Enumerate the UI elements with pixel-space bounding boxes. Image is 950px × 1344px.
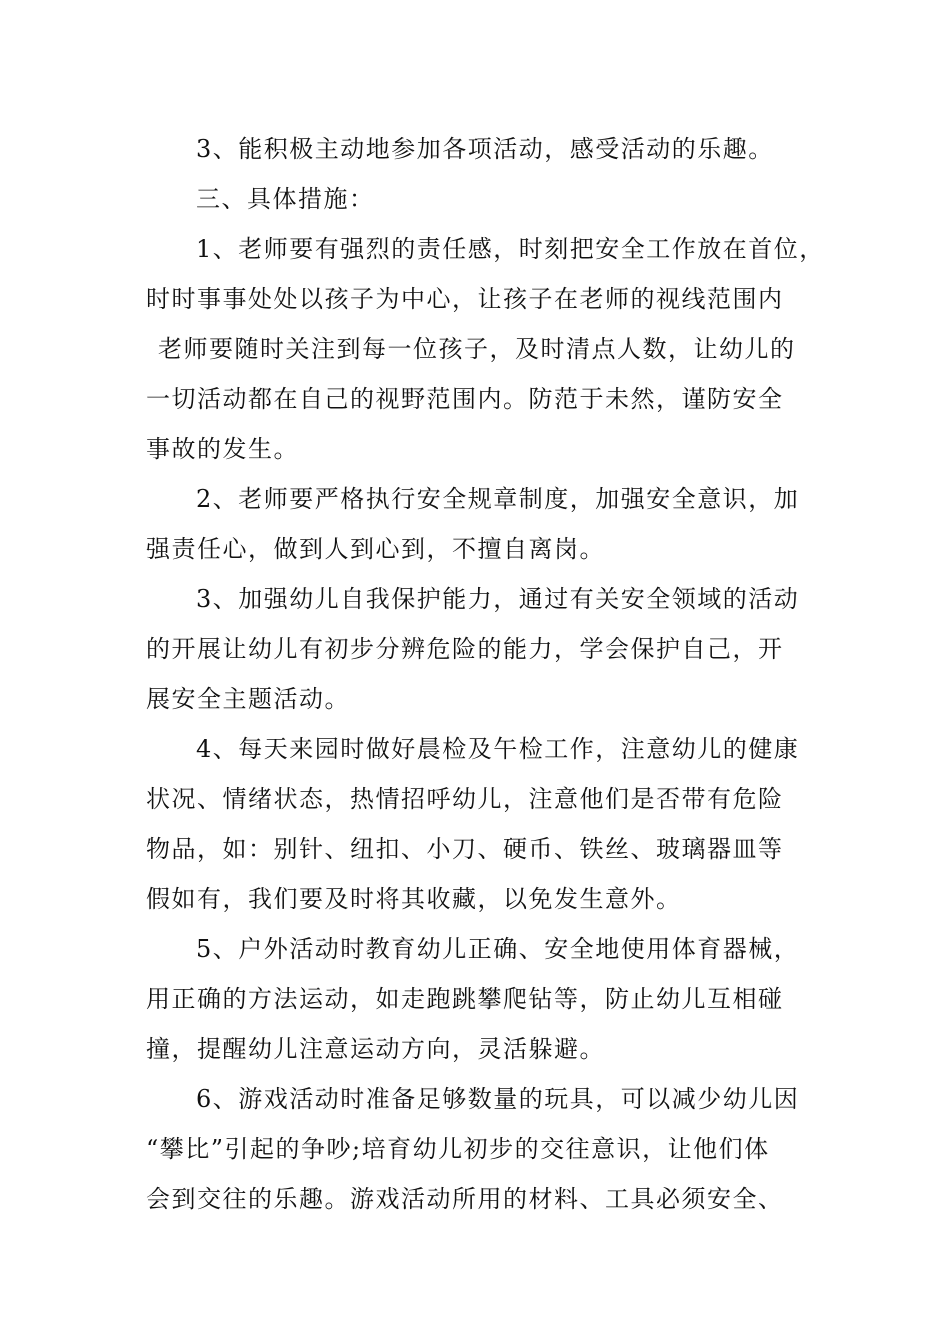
text-line: 3、加强幼儿自我保护能力，通过有关安全领域的活动 bbox=[196, 585, 800, 613]
section-heading: 三、具体措施： bbox=[196, 185, 375, 213]
text-line: 会到交往的乐趣。游戏活动所用的材料、工具必须安全、 bbox=[146, 1185, 784, 1213]
text-line: 强责任心，做到人到心到，不擅自离岗。 bbox=[146, 535, 605, 563]
text-line: 老师要随时关注到每一位孩子，及时清点人数，让幼儿的 bbox=[158, 335, 796, 363]
text-line: 2、老师要严格执行安全规章制度，加强安全意识，加 bbox=[196, 485, 800, 513]
text-line: 1、老师要有强烈的责任感，时刻把安全工作放在首位， bbox=[196, 235, 825, 263]
text-line: 6、游戏活动时准备足够数量的玩具，可以减少幼儿因 bbox=[196, 1085, 800, 1113]
text-line: 假如有，我们要及时将其收藏，以免发生意外。 bbox=[146, 885, 682, 913]
text-line: 的开展让幼儿有初步分辨危险的能力，学会保护自己，开 bbox=[146, 635, 784, 663]
text-line: 用正确的方法运动，如走跑跳攀爬钻等，防止幼儿互相碰 bbox=[146, 985, 784, 1013]
text-line: 事故的发生。 bbox=[146, 435, 299, 463]
text-line: 3、能积极主动地参加各项活动，感受活动的乐趣。 bbox=[196, 135, 774, 163]
text-line: 状况、情绪状态，热情招呼幼儿，注意他们是否带有危险 bbox=[146, 785, 784, 813]
text-line: 一切活动都在自己的视野范围内。防范于未然，谨防安全 bbox=[146, 385, 784, 413]
text-line: 展安全主题活动。 bbox=[146, 685, 350, 713]
text-line: 5、户外活动时教育幼儿正确、安全地使用体育器械， bbox=[196, 935, 800, 963]
text-line: 时时事事处处以孩子为中心，让孩子在老师的视线范围内 bbox=[146, 285, 784, 313]
text-line: “攀比”引起的争吵;培育幼儿初步的交往意识，让他们体 bbox=[146, 1135, 770, 1163]
text-line: 物品，如：别针、纽扣、小刀、硬币、铁丝、玻璃器皿等 bbox=[146, 835, 784, 863]
text-line: 撞，提醒幼儿注意运动方向，灵活躲避。 bbox=[146, 1035, 605, 1063]
text-line: 4、每天来园时做好晨检及午检工作，注意幼儿的健康 bbox=[196, 735, 800, 763]
